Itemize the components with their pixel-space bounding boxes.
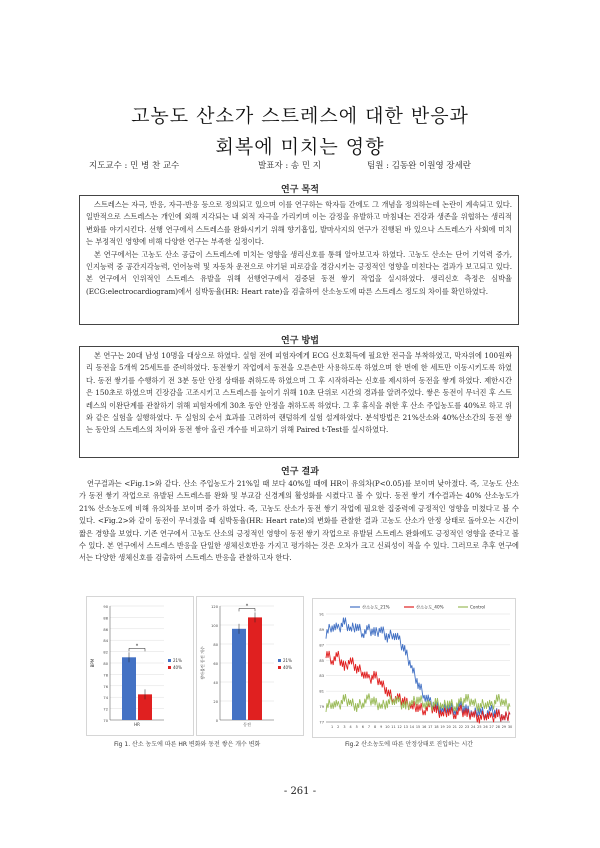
fig1a-ytick-label: 72 (103, 707, 108, 712)
fig2-xtick-label: 3 (343, 725, 346, 729)
fig1b-legend-swatch (278, 666, 281, 669)
fig2-xtick-label: 11 (391, 725, 396, 729)
fig2-xtick-label: 30 (507, 725, 513, 729)
fig1b-bar-40pct (248, 617, 262, 720)
fig1b-ytick-label: 100 (211, 624, 218, 628)
fig2-legend-label: 산소농도_21% (362, 604, 390, 610)
fig1b-ytick-label: 20 (213, 700, 218, 704)
fig1a-significance-mark: * (135, 643, 139, 650)
fig2-hr-line-chart (312, 598, 516, 738)
fig2-caption: Fig.2 산소농도에 따른 안정상태로 진입하는 시간 (345, 741, 474, 748)
fig1b-significance-mark: * (245, 603, 249, 610)
fig2-xtick-label: 4 (349, 725, 352, 729)
fig2-ytick-label: 79 (319, 705, 324, 710)
fig2-xtick-label: 15 (415, 725, 421, 729)
fig2-xtick-label: 28 (495, 725, 500, 729)
fig1a-ytick-label: 76 (103, 684, 108, 689)
fig2-ytick-label: 77 (319, 720, 324, 725)
fig2-xtick-label: 29 (501, 725, 507, 729)
fig2-xtick-label: 19 (440, 725, 445, 729)
fig1a-legend-label: 21% (173, 658, 182, 663)
fig2-xtick-label: 8 (373, 725, 377, 729)
fig2-legend-label: Control (470, 604, 486, 610)
fig2-xtick-label: 25 (477, 725, 482, 729)
fig1b-legend-swatch (278, 659, 281, 662)
fig1b-ytick-label: 40 (213, 681, 218, 685)
team-members: 팀원 : 김동완 이원영 장세란 (367, 161, 471, 171)
fig2-ytick-label: 81 (319, 689, 324, 694)
fig1-coin-bar-chart (196, 596, 304, 736)
advisor: 지도교수 : 민 병 찬 교수 (89, 161, 180, 171)
fig1b-ylabel: 쌓아올린 동전 개수 (200, 646, 205, 680)
fig2-xtick-label: 2 (337, 725, 340, 729)
fig2-xtick-label: 27 (489, 725, 494, 729)
fig2-ytick-label: 91 (319, 612, 324, 617)
title-line-2: 회복에 미치는 영향 (215, 136, 385, 158)
section-heading-purpose: 연구 목적 (281, 185, 319, 195)
fig2-xtick-label: 10 (385, 725, 390, 729)
fig2-xtick-label: 16 (421, 725, 427, 729)
fig1a-legend-swatch (168, 659, 171, 662)
fig2-xtick-label: 17 (428, 725, 433, 729)
fig1a-category-label: HR (134, 722, 140, 727)
fig1a-ytick-label: 80 (103, 662, 108, 666)
fig2-xtick-label: 18 (434, 725, 439, 729)
section-heading-results: 연구 결과 (281, 467, 319, 477)
fig1b-bar-21pct (232, 629, 246, 720)
fig2-xtick-label: 9 (380, 725, 383, 729)
fig1a-ytick-label: 84 (103, 639, 108, 644)
fig2-ytick-label: 83 (319, 674, 324, 679)
purpose-paragraph-1: 스트레스는 자극, 반응, 자극-반응 등으로 정의되고 있으며 이를 연구하는 학자들 간에도 그 개념을 정의하는데 논란이 계속되고 있다. 일반적으로 스트레스는 개인에 외해 지각되는 내 외적 자극을 가리키며 이는 감정을 유발하고 마침내는 건강과 생존을 위협하는 생리적 변화를 야기시킨다. 선행 연구에서 스트레스를 완화시키기 위해 향기흡입, 발마사지의 연구가 진행된 바 있으나 스트레스가 사회에 미치는 부정적인 영향에 비해 다양한 연구는 부족한 실정이다. (86, 200, 512, 247)
method-box (79, 346, 519, 458)
page-number: - 261 - (283, 786, 317, 797)
fig2-xtick-label: 1 (331, 725, 334, 729)
fig1a-legend-label: 40% (173, 665, 182, 670)
fig2-xtick-label: 6 (361, 725, 364, 729)
section-heading-method: 연구 방법 (281, 336, 319, 346)
fig2-ytick-label: 89 (319, 627, 324, 632)
fig2-xtick-label: 26 (483, 725, 488, 729)
fig1b-ytick-label: 60 (213, 662, 218, 666)
fig2-xtick-label: 22 (458, 725, 464, 729)
fig1a-ytick-label: 86 (103, 627, 108, 632)
fig2-xtick-label: 13 (403, 725, 408, 729)
fig2-ytick-label: 85 (319, 658, 324, 663)
results-text (79, 478, 519, 565)
fig1a-ytick-label: 90 (103, 605, 108, 609)
fig1a-ytick-label: 78 (103, 673, 108, 678)
fig1-caption: Fig 1. 산소 농도에 따른 HR 변화와 동전 쌓은 개수 변화 (114, 741, 261, 748)
fig1a-ytick-label: 70 (103, 719, 108, 723)
results-paragraph: 연구결과는 <Fig.1>와 같다. 산소 주입농도가 21%일 때 보다 40%일 때에 HR이 유의차(P<0.05)를 보이며 낮아졌다. 즉, 고농도 산소가 동전 쌓기 작업으로 유발된 스트레스를 완화 및 부교감 신경계의 활성화를 시켰다고 볼 수 있다. 동전 쌓기 개수결과는 40% 산소농도가 21% 산소농도에 비해 유의차를 보이며 증가 하였다. 즉, 고농도 산소가 동전 쌓기 작업에 필요한 집중력에 긍정적인 영향을 미쳤다고 볼 수 있다. <Fig.2>와 같이 동전이 무너졌을 때 심박동율(HR: Heart rate)의 변화를 관찰한 결과 고농도 산소가 안정 상태로 돌아오는 시간이 짧은 경향을 보였다. 기존 연구에서 고농도 산소의 긍정적인 영향이 동전 쌓기 작업으로 유발된 스트레스 완화에도 긍정적인 영향을 준다고 볼 수 있다. 본 연구에서 스트레스 반응을 단일한 생체신호반응 가지고 평가하는 것은 오차가 크고 신뢰성이 적을 수 있다. 그러므로 추후 연구에서는 다양한 생체신호를 검출하여 스트레스 반응을 관찰하고자 한다. (79, 479, 519, 563)
fig1b-ytick-label: 80 (213, 643, 218, 647)
fig2-xtick-label: 5 (355, 725, 358, 729)
fig2-legend-label: 산소농도_40% (416, 604, 444, 610)
fig1b-legend-label: 40% (283, 665, 292, 670)
fig2-xtick-label: 7 (367, 725, 371, 729)
method-paragraph: 본 연구는 20대 남성 10명을 대상으로 하였다. 실험 전에 피험자에게 ECG 신호획득에 필요한 전극을 부착하였고, 막자위에 100원짜리 동전을 5개씩 25세트를 준비하였다. 동전쌓기 작업에서 동전을 오른손만 사용하도록 하였으며 한 번에 한 세트만 이동시키도록 하였다. 동전 쌓기를 수행하기 전 3분 동안 안정 상태를 취하도록 하였으며 그 후 시작하라는 신호를 제시하여 동전을 쌓게 하였다. 제한시간은 150초로 하였으며 긴장감을 고조시키고 스트레스를 높이기 위해 10초 단위로 시간의 경과를 알려주었다. 쌓은 동전이 무너진 후 스트레스의 이완단계를 관찰하기 위해 피험자에게 30초 동안 안정을 취하도록 하였다. 그 후 휴식을 취한 후 산소 주입농도를 40%로 하고 위 와 같은 실험을 실행하였다. 두 실험의 순서 효과를 고려하여 랜덤하게 실험 설계하였다. 분석방법은 21%산소와 40%산소간의 동전 쌓는 동안의 스트레스의 차이와 동전 쌓아 올린 개수를 비교하기 위해 Paired t-Test를 실시하였다. (86, 351, 512, 435)
fig1a-legend-swatch (168, 666, 171, 669)
fig1b-category-label: 동전 (243, 722, 251, 727)
purpose-paragraph-2: 본 연구에서는 고농도 산소 공급이 스트레스에 미치는 영향을 생리신호를 통해 알아보고자 하였다. 고농도 산소는 단어 기억력 증가, 인지능력 중 공간지각능력, 언어능력 및 자동차 운전으로 야기된 피로감을 경감시키는 긍정적인 영향을 미친다는 결과가 보고되고 있다. 본 연구에서 인위적인 스트레스 유발을 위해 선행연구에서 검증된 동전 쌓기 작업을 실시하였다. 생리신호 측정은 심박율(ECG:electrocardiogram)에서 심박동율(HR: Heart rate)을 검출하여 산소농도에 따른 스트레스 정도의 차이를 확인하였다. (86, 249, 512, 296)
fig1a-bar-21pct (122, 657, 136, 720)
fig1a-ytick-label: 74 (103, 696, 108, 701)
fig1b-ytick-label: 120 (211, 605, 218, 609)
presenter: 발표자 : 송 민 지 (258, 161, 321, 171)
title-line-1: 고농도 산소가 스트레스에 대한 반응과 (131, 105, 469, 127)
fig2-xtick-label: 20 (446, 725, 451, 729)
fig1b-legend-label: 21% (283, 658, 292, 663)
fig2-xtick-label: 24 (471, 725, 476, 729)
fig2-ytick-label: 87 (319, 643, 324, 648)
fig2-xtick-label: 12 (397, 725, 402, 729)
fig1a-ytick-label: 82 (103, 650, 108, 655)
fig2-xtick-label: 14 (409, 725, 415, 729)
fig1-hr-bar-chart (86, 596, 194, 736)
fig1a-ylabel: BPM (90, 658, 95, 668)
fig2-xtick-label: 23 (464, 725, 470, 729)
fig2-xtick-label: 21 (452, 725, 457, 729)
fig1b-ytick-label: 0 (215, 719, 218, 723)
fig1a-ytick-label: 88 (103, 616, 108, 621)
purpose-box (79, 195, 519, 325)
